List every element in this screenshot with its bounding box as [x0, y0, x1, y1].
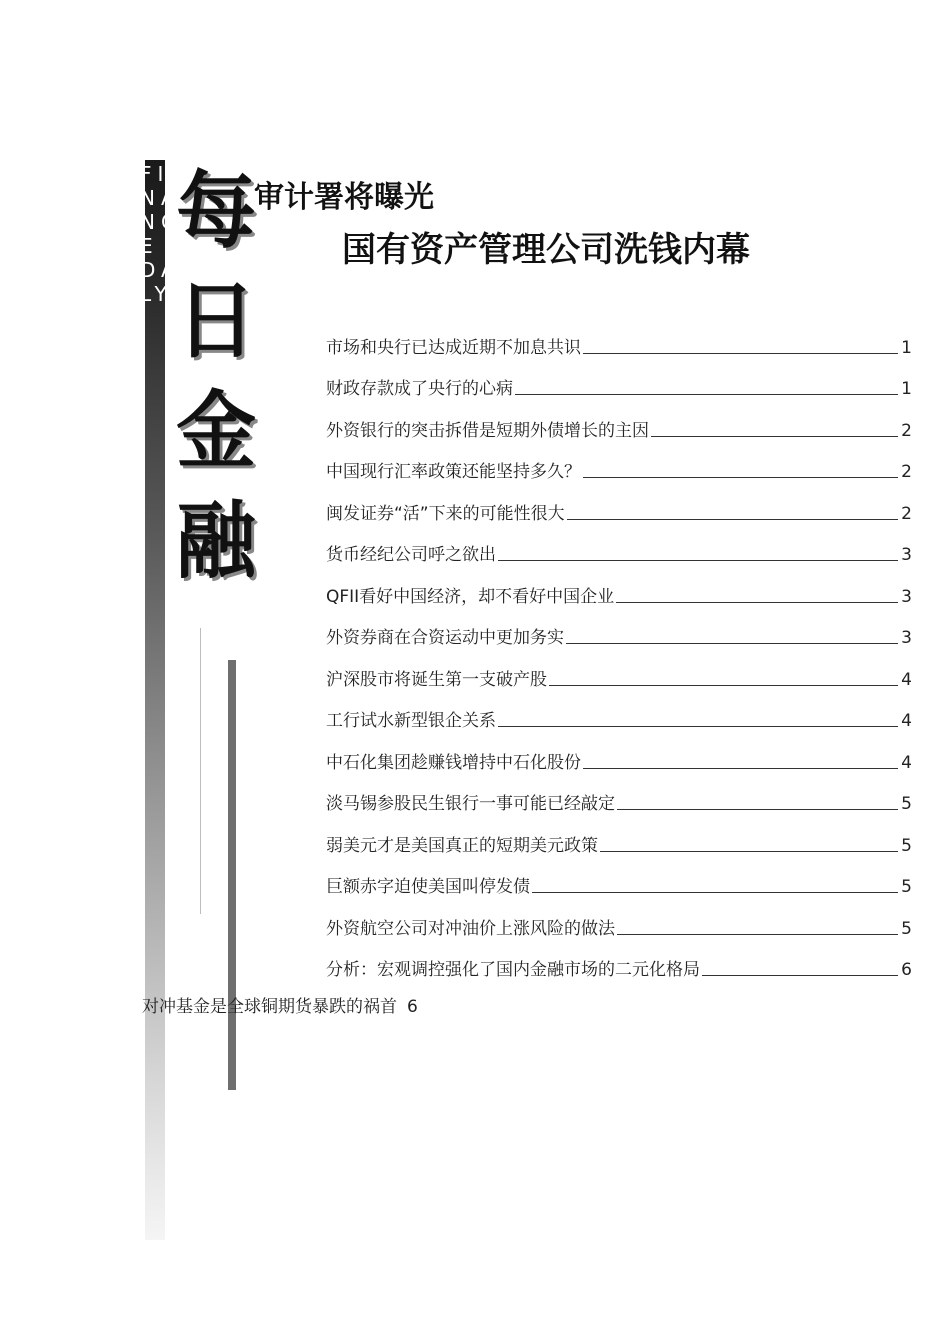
toc-entry-page: 6	[901, 960, 912, 980]
toc-entry-page: 5	[901, 918, 912, 939]
toc-entry-label: 中国现行汇率政策还能坚持多久？	[326, 462, 581, 482]
toc-entry-page: 4	[901, 669, 912, 690]
toc-entry-page: 3	[901, 628, 912, 648]
toc-leader-line	[651, 435, 898, 437]
toc-entry[interactable]	[326, 609, 912, 651]
toc-entry-label: 工行试水新型银企关系	[326, 711, 496, 731]
brand-char: 金	[176, 382, 257, 480]
decorative-thin-line	[200, 628, 201, 914]
toc-leader-line	[617, 808, 898, 810]
toc-entry-label: 淡马锡参股民生银行一事可能已经敲定	[326, 794, 615, 814]
decorative-thick-bar	[228, 660, 236, 1090]
toc-leader-line	[567, 518, 898, 520]
toc-leader-line	[532, 891, 898, 893]
toc-entry-label: 财政存款成了央行的心病	[326, 379, 513, 399]
toc-entry-label: 巨额赤字迫使美国叫停发债	[326, 877, 530, 897]
toc-entry-label: 对冲基金是全球铜期货暴跌的祸首	[142, 997, 397, 1017]
toc-entry[interactable]	[326, 650, 912, 692]
brand-char: 融	[176, 492, 257, 590]
brand-char: 日	[176, 272, 257, 370]
toc-entry[interactable]	[326, 858, 912, 900]
toc-entry-page: 1	[901, 337, 912, 358]
sidebar-vertical-text: FI NA NC E DA LY	[140, 162, 181, 306]
toc-entry-last[interactable]	[142, 992, 418, 1017]
toc-leader-line	[583, 767, 898, 769]
toc-entry[interactable]	[326, 443, 912, 485]
toc-entry-page: 4	[901, 752, 912, 773]
toc-entry-label: 分析：宏观调控强化了国内金融市场的二元化格局	[326, 960, 700, 980]
table-of-contents	[326, 318, 912, 982]
toc-leader-line	[583, 476, 898, 478]
toc-entry[interactable]	[326, 899, 912, 941]
toc-leader-line	[616, 601, 898, 603]
toc-entry-label: 市场和央行已达成近期不加息共识	[326, 337, 581, 358]
toc-entry[interactable]	[326, 318, 912, 360]
toc-leader-line	[498, 725, 898, 727]
sidebar-gradient-bar	[145, 160, 165, 1240]
toc-entry[interactable]	[326, 692, 912, 734]
toc-entry[interactable]	[326, 401, 912, 443]
brand-char: 每	[176, 162, 257, 260]
toc-leader-line	[549, 684, 898, 686]
toc-entry-label: 闽发证券“活”下来的可能性很大	[326, 503, 565, 524]
toc-entry-page: 4	[901, 711, 912, 731]
toc-entry-label: QFII看好中国经济，却不看好中国企业	[326, 586, 615, 607]
toc-entry[interactable]	[326, 941, 912, 983]
toc-leader-line	[566, 642, 898, 644]
toc-leader-line	[702, 974, 898, 976]
toc-entry-page: 2	[901, 503, 912, 524]
toc-entry[interactable]	[326, 733, 912, 775]
toc-leader-line	[600, 850, 898, 852]
toc-entry[interactable]	[326, 775, 912, 817]
toc-leader-line	[498, 559, 898, 561]
toc-entry-label: 中石化集团趁赚钱增持中石化股份	[326, 752, 581, 773]
toc-entry[interactable]	[326, 816, 912, 858]
toc-entry-label: 货币经纪公司呼之欲出	[326, 545, 496, 565]
toc-entry-label: 沪深股市将诞生第一支破产股	[326, 669, 547, 690]
toc-entry[interactable]	[326, 567, 912, 609]
brand-title	[176, 156, 263, 596]
toc-entry-label: 外资航空公司对冲油价上涨风险的做法	[326, 918, 615, 939]
headline-line-1: 审计署将曝光	[254, 180, 434, 215]
toc-entry-page: 3	[901, 586, 912, 607]
toc-entry-label: 外资银行的突击拆借是短期外债增长的主因	[326, 420, 649, 441]
headline-line-2: 国有资产管理公司洗钱内幕	[342, 230, 750, 270]
toc-entry-page: 6	[407, 997, 418, 1017]
toc-leader-line	[515, 393, 898, 395]
toc-entry[interactable]	[326, 484, 912, 526]
toc-entry-page: 2	[901, 420, 912, 441]
toc-entry-label: 弱美元才是美国真正的短期美元政策	[326, 835, 598, 856]
toc-leader-line	[617, 933, 898, 935]
toc-entry-page: 2	[901, 462, 912, 482]
toc-entry-page: 1	[901, 379, 912, 399]
toc-entry-page: 3	[901, 545, 912, 565]
toc-entry-page: 5	[901, 794, 912, 814]
toc-entry[interactable]	[326, 526, 912, 568]
toc-entry-page: 5	[901, 835, 912, 856]
toc-leader-line	[583, 352, 898, 354]
toc-entry-page: 5	[901, 877, 912, 897]
toc-entry[interactable]	[326, 360, 912, 402]
toc-entry-label: 外资券商在合资运动中更加务实	[326, 628, 564, 648]
